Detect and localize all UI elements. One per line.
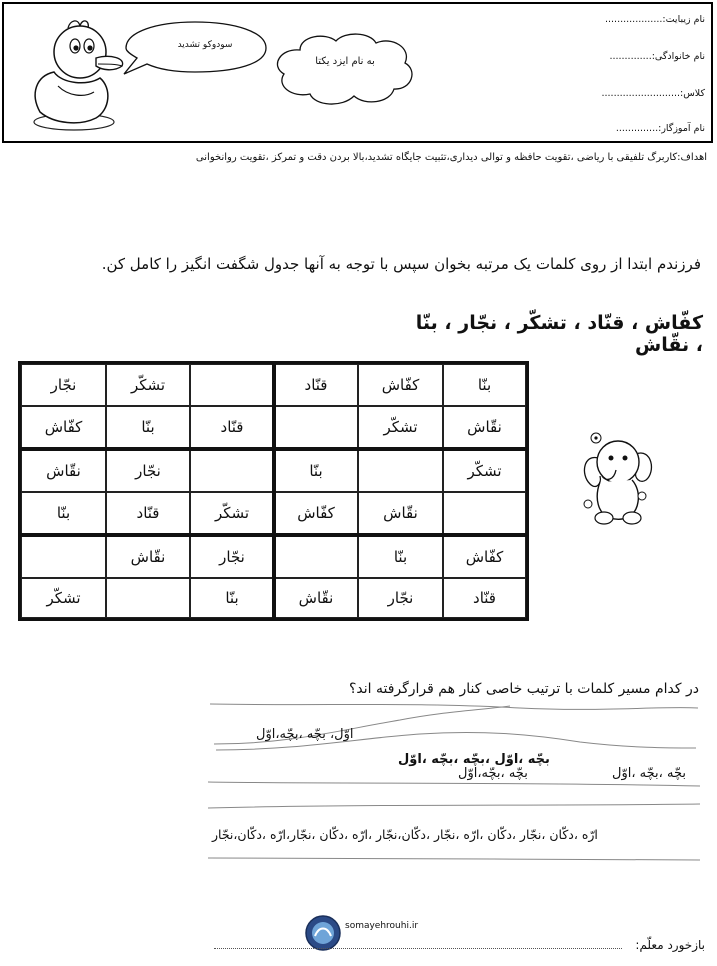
logo-icon (304, 914, 342, 952)
grid-cell-empty[interactable] (106, 578, 190, 618)
grid-cell: بنّا (358, 536, 443, 578)
grid-cell-empty[interactable] (21, 536, 106, 578)
grid-cell: بنّا (21, 492, 106, 534)
grid-cell-empty[interactable] (190, 450, 274, 492)
field-label: نام آموزگار: (658, 123, 705, 134)
grid-cell: تشکّر (21, 578, 106, 618)
grid-cell: کفّاش (443, 536, 526, 578)
block-divider (21, 447, 526, 451)
speech-bubble-text: سودوکو تشدید (177, 40, 233, 50)
grid-cell: نجّار (21, 364, 106, 406)
sequence-path1-line1: اوّل، بچّه ،بچّه،اوّل (256, 727, 354, 742)
teacher-feedback-line[interactable] (214, 948, 622, 949)
block-divider (272, 364, 276, 618)
sequence-path1-line2c: بچّه ،بچّه،اوّل (458, 766, 528, 781)
field-label: کلاس: (680, 88, 705, 99)
thought-bubble-text: به نام ایزد یکتا (315, 56, 375, 67)
field-label: نام زیبایت: (662, 14, 705, 25)
thought-bubble (270, 28, 420, 110)
objectives-text: اهداف:کاربرگ تلفیقی با ریاضی ،تقویت حافظه و توالی دیداری،تثبیت جایگاه تشدید،بالا بردن دقت و تمرکز ،تقویت روانخوانی (195, 152, 707, 163)
grid-cell: بنّا (106, 406, 190, 448)
teacher-feedback-label: بازخورد معلّم: (635, 938, 705, 952)
duck-illustration (18, 14, 130, 138)
field-dots: .......................... (601, 88, 680, 99)
field-label: نام خانوادگی: (651, 51, 705, 62)
sequence-path1-line2a: بچّه ،بچّه ،اوّل (612, 766, 686, 781)
sequence-path1-line2b: بچّه ،اوّل ،بچّه ،بچّه ،اوّل (398, 752, 550, 767)
question-text: در کدام مسیر کلمات با ترتیب خاصی کنار هم قرارگرفته اند؟ (348, 681, 699, 697)
grid-cell: نقّاش (21, 450, 106, 492)
grid-cell: نقّاش (106, 536, 190, 578)
grid-cell: تشکّر (443, 450, 526, 492)
grid-cell: تشکّر (190, 492, 274, 534)
grid-cell: نقّاش (358, 492, 443, 534)
grid-cell: بنّا (274, 450, 358, 492)
grid-cell: تشکّر (358, 406, 443, 448)
grid-cell: نجّار (106, 450, 190, 492)
grid-cell: نجّار (190, 536, 274, 578)
grid-cell: قنّاد (190, 406, 274, 448)
block-divider (21, 533, 526, 537)
grid-cell: قنّاد (443, 578, 526, 618)
word-list: کفّاش ، قنّاد ، تشکّر ، نجّار ، بنّا ، نقّاش (415, 312, 703, 356)
grid-cell-empty[interactable] (274, 406, 358, 448)
sudoku-grid (18, 361, 529, 621)
logo-text: somayehrouhi.ir (345, 921, 419, 931)
grid-cell: کفّاش (274, 492, 358, 534)
field-teacher (616, 123, 705, 134)
field-dots: ................... (605, 14, 663, 25)
grid-cell-empty[interactable] (443, 492, 526, 534)
elephant-illustration (576, 418, 658, 530)
field-last-name (609, 51, 705, 62)
grid-cell: قنّاد (274, 364, 358, 406)
site-logo (304, 914, 342, 952)
grid-cell-empty[interactable] (274, 536, 358, 578)
grid-cell: تشکّر (106, 364, 190, 406)
instruction-text: فرزندم ابتدا از روی کلمات یک مرتبه بخوان سپس با توجه به آنها جدول شگفت انگیز را کامل کن. (101, 255, 701, 273)
sequence-path2-line1: ارّه ،دکّان ،نجّار ،دکّان ،ارّه ،نجّار ،دکّان،نجّار ،ارّه ،دکّان ،نجّار،ارّه ،دکّان،نجّار (212, 827, 598, 842)
grid-cell-empty[interactable] (190, 364, 274, 406)
grid-cell: کفّاش (21, 406, 106, 448)
grid-cell: نجّار (358, 578, 443, 618)
grid-cell: بنّا (190, 578, 274, 618)
grid-cell: نقّاش (443, 406, 526, 448)
grid-cell: قنّاد (106, 492, 190, 534)
grid-cell: بنّا (443, 364, 526, 406)
field-class (601, 88, 705, 99)
field-dots: .............. (609, 51, 652, 62)
grid-cell-empty[interactable] (358, 450, 443, 492)
field-dots: .............. (615, 123, 659, 134)
field-first-name (605, 14, 705, 25)
grid-cell: نقّاش (274, 578, 358, 618)
grid-cell: کفّاش (358, 364, 443, 406)
